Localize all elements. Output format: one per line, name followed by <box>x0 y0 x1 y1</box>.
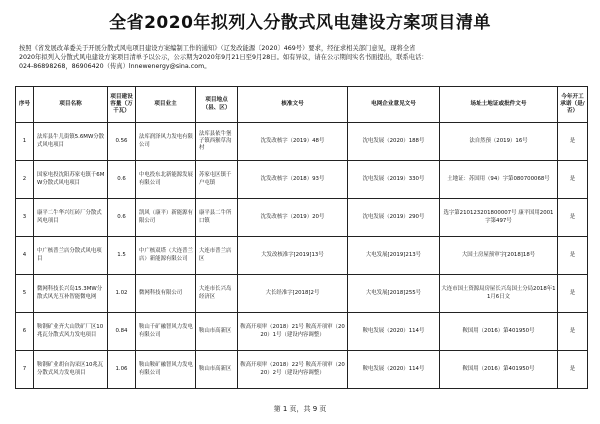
intro-paragraph <box>19 45 585 72</box>
cell-owner: 中广核双塔（大连普兰店）新能源有限公司 <box>136 237 196 275</box>
cell-index: 2 <box>16 161 34 199</box>
table-row <box>16 351 588 389</box>
cell-index: 5 <box>16 275 34 313</box>
cell-location: 鞍山市高新区 <box>196 351 238 389</box>
cell-grid-opinion-no: 沈电发展（2019）330号 <box>348 161 440 199</box>
document-title: 全省2020年拟列入分散式风电建设方案项目清单 <box>109 13 491 33</box>
cell-index: 7 <box>16 351 34 389</box>
table-row <box>16 237 588 275</box>
cell-project-name: 中广核普兰店分散式风电项目 <box>34 237 108 275</box>
cell-approval-no: 沈发改核字（2019）48号 <box>238 123 348 161</box>
cell-land-cert-no: 鞍国用（2016）第401950号 <box>440 313 558 351</box>
cell-approval-no: 沈发改核字（2018）93号 <box>238 161 348 199</box>
cell-grid-opinion-no: 沈电发展（2019）290号 <box>348 199 440 237</box>
cell-owner: 凯风（康平）新能源有限公司 <box>136 199 196 237</box>
cell-project-name: 鞍钢矿业齐大山铁矿厂区10兆瓦分散式风力发电项目 <box>34 313 108 351</box>
cell-owner: 中电投东北新能源发展有限公司 <box>136 161 196 199</box>
header-cell: 电网企业意见文号 <box>348 87 440 123</box>
cell-owner: 鞍山鞍矿融智风力发电有限公司 <box>136 351 196 389</box>
table-row <box>16 275 588 313</box>
cell-start-commitment: 是 <box>558 313 588 351</box>
cell-project-name: 鞍钢矿业胡台沟采区10兆瓦分散式风力发电项目 <box>34 351 108 389</box>
cell-project-name: 法库县牛儿街镇5.6MW分散式风电项目 <box>34 123 108 161</box>
cell-capacity: 1.02 <box>108 275 136 313</box>
table-header-row <box>16 87 588 123</box>
cell-start-commitment: 是 <box>558 275 588 313</box>
header-cell: 项目名称 <box>34 87 108 123</box>
cell-index: 1 <box>16 123 34 161</box>
cell-approval-no: 大发改核准字[2019]13号 <box>238 237 348 275</box>
cell-grid-opinion-no: 大电发展[2018]255号 <box>348 275 440 313</box>
cell-start-commitment: 是 <box>558 199 588 237</box>
cell-capacity: 0.6 <box>108 199 136 237</box>
cell-start-commitment: 是 <box>558 237 588 275</box>
cell-land-cert-no: 大国土房屋预审字[2018]18号 <box>440 237 558 275</box>
cell-approval-no: 大长经准字[2018]2号 <box>238 275 348 313</box>
cell-grid-opinion-no: 沈电发展（2020）188号 <box>348 123 440 161</box>
cell-index: 6 <box>16 313 34 351</box>
cell-capacity: 0.6 <box>108 161 136 199</box>
cell-location: 鞍山市高新区 <box>196 313 238 351</box>
header-cell: 项目业主 <box>136 87 196 123</box>
cell-location: 大连市普兰店区 <box>196 237 238 275</box>
cell-grid-opinion-no: 大电发展[2019]213号 <box>348 237 440 275</box>
header-cell: 核准文号 <box>238 87 348 123</box>
table-row <box>16 313 588 351</box>
cell-start-commitment: 是 <box>558 161 588 199</box>
page-number: 第 1 页，共 9 页 <box>273 405 327 413</box>
header-cell: 今年开工承诺（是/否） <box>558 87 588 123</box>
cell-index: 3 <box>16 199 34 237</box>
cell-capacity: 1.5 <box>108 237 136 275</box>
cell-owner: 微网科技有限公司 <box>136 275 196 313</box>
intro-line: 2020年拟列入分散式风电建设方案项目清单予以公示，公示期为2020年9月21日至9月28日。如有异议，请在公示期间实名书面提出，联系电话： <box>19 53 428 61</box>
intro-line: 按照《省发展改革委关于开展分散式风电项目建设方案编制工作的通知》（辽发改能源〔2020〕469号）要求，经征求相关部门意见，现将全省 <box>19 45 416 52</box>
header-cell: 项目建设容量（万千瓦） <box>108 87 136 123</box>
cell-project-name: 国家电投沈阳苏家屯镇千6MW分散式风电项目 <box>34 161 108 199</box>
cell-project-name: 微网科技长兴岛15.3MW分散式风光互补智能微电网 <box>34 275 108 313</box>
cell-location: 大连市长兴岛经济区 <box>196 275 238 313</box>
cell-owner: 鞍山千矿融智风力发电有限公司 <box>136 313 196 351</box>
header-cell: 序号 <box>16 87 34 123</box>
header-cell: 项目地点（县、区） <box>196 87 238 123</box>
cell-grid-opinion-no: 鞍电发展（2020）114号 <box>348 313 440 351</box>
cell-land-cert-no: 鞍国用（2016）第401950号 <box>440 351 558 389</box>
cell-project-name: 康平二牛华兴红砖厂分散式风电项目 <box>34 199 108 237</box>
project-table <box>15 86 588 389</box>
cell-land-cert-no: 土地证：苏国用（94）字第080700068号 <box>440 161 558 199</box>
table-row <box>16 199 588 237</box>
cell-land-cert-no: 法自然预（2019）16号 <box>440 123 558 161</box>
cell-approval-no: 沈发改核字（2019）20号 <box>238 199 348 237</box>
cell-capacity: 0.56 <box>108 123 136 161</box>
table-row <box>16 161 588 199</box>
cell-location: 康平县二牛所口镇 <box>196 199 238 237</box>
cell-capacity: 1.06 <box>108 351 136 389</box>
intro-line: 024-86898268，86906420（传真）lnnewenergy@sina.com。 <box>19 62 211 70</box>
cell-start-commitment: 是 <box>558 123 588 161</box>
table-row <box>16 123 588 161</box>
cell-land-cert-no: 选字第210123201800007号 康平国用2001字第497号 <box>440 199 558 237</box>
cell-start-commitment: 是 <box>558 351 588 389</box>
cell-index: 4 <box>16 237 34 275</box>
header-cell: 场址土地证或批件文号 <box>440 87 558 123</box>
cell-capacity: 0.84 <box>108 313 136 351</box>
cell-approval-no: 鞍高开项审（2018）22号 鞍高开项审（2020）2号（建设内容调整） <box>238 351 348 389</box>
cell-grid-opinion-no: 鞍电发展（2020）114号 <box>348 351 440 389</box>
cell-approval-no: 鞍高开项审（2018）21号 鞍高开项审（2020）1号（建设内容调整） <box>238 313 348 351</box>
cell-land-cert-no: 大连市国土资源局房屋长兴岛国土分局2018年11月6日文 <box>440 275 558 313</box>
cell-location: 法库县依牛堡子镇西猴草沟村 <box>196 123 238 161</box>
cell-location: 苏家屯区镇千户屯镇 <box>196 161 238 199</box>
cell-owner: 法库润泽风力发电有限公司 <box>136 123 196 161</box>
